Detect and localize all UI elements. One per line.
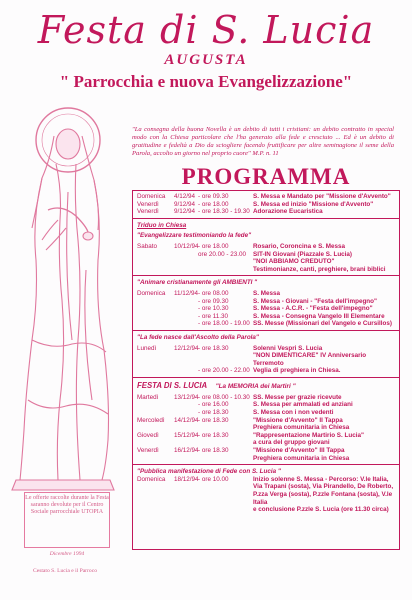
donation-note: Le offerte raccolte durante la Festa saranno devolute per il Centro Sociale parrocchiale UTOPIA [24,492,110,548]
event-day [137,305,174,313]
event-date [174,258,198,266]
event-date: 4/12/94 [174,193,196,200]
event-date [174,506,198,514]
schedule-row [137,298,396,306]
event-time: - ore 10.00 [198,475,229,483]
festa-subtitle: "La MEMORIA dei Martiri " [215,382,296,390]
event-date [174,298,198,306]
schedule-row [137,476,396,484]
event-description: S. Messa - Consegna Vangelo III Elementare [253,312,385,320]
schedule-row [137,447,396,455]
event-time: - ore 16.00 [198,401,229,409]
event-description: P.zza Verga (sosta), P.zzle Fontana (sosta), V.le Italia [253,491,393,506]
event-description: S. Messa [253,289,280,297]
event-date [174,251,198,259]
event-date [174,401,198,409]
divider [133,330,399,331]
schedule-block-3 [137,290,396,328]
event-time [198,455,253,463]
schedule-row [137,417,396,425]
event-date: 9/12/94 [174,200,196,208]
section-parola-title: "La fede nasce dall'Ascolto della Parola" [137,333,259,341]
event-date [174,305,198,313]
event-description: S. Messa e Mandato per "Missione d'Avvento" [253,193,391,200]
event-date: 12/12/94 [174,344,199,352]
event-time [198,439,253,447]
event-day [137,251,174,259]
event-date: 10/12/94 [174,242,199,250]
event-day: Lunedì [137,344,157,352]
page-title: Festa di S. Lucia [37,8,375,52]
event-description: Inizio solenne S. Messa - Percorso: V.le Italia, [253,475,389,483]
event-day: Venerdì [137,208,159,216]
event-description: "NOI ABBIAMO CREDUTO" [253,258,335,266]
event-date [174,483,198,491]
event-day: Venerdì [137,447,159,455]
event-date [174,367,198,375]
event-description: SS. Messe per grazie ricevute [253,393,342,401]
event-day: Domenica [137,475,166,483]
event-day [137,313,174,321]
event-time: - ore 18.30 [198,409,229,417]
event-time: - ore 08.00 - 10.30 [198,393,250,401]
event-time: - ore 18.30 [198,344,229,352]
event-day: Venerdì [137,200,159,208]
event-time: - ore 18.30 [198,447,229,455]
event-time [198,506,253,514]
schedule-row [137,352,396,367]
schedule-row [137,491,396,506]
schedule-block-4 [137,345,396,375]
event-day: Mercoledì [137,416,165,424]
event-time: ore 20.00 - 23.00 [198,250,246,258]
event-day [137,424,174,432]
event-date: 11/12/94 [174,289,199,297]
schedule-row [137,455,396,463]
schedule-row [137,401,396,409]
schedule-row [137,313,396,321]
schedule-row [137,193,396,201]
event-time: - ore 11.30 [198,312,228,320]
event-time: - ore 18.00 [198,200,229,208]
schedule-row [137,424,396,432]
schedule-row [137,394,396,402]
section-manifestazione-title: "Pubblica manifestazione di Fede con S. Lucia " [137,468,281,476]
event-time [198,424,253,432]
schedule-block-2 [137,243,396,273]
event-day [137,455,174,463]
saint-lucia-illustration [2,100,128,492]
event-description: Adorazione Eucaristica [253,208,323,216]
event-day: Domenica [137,289,166,297]
event-description: S. Messa con i non vedenti [253,409,334,417]
event-description: Preghiera comunitaria in Chiesa [253,424,350,432]
event-time [198,258,253,266]
event-day [137,401,174,409]
event-description: Preghiera comunitaria in Chiesa [253,454,350,462]
event-time: - ore 18.30 [198,416,229,424]
event-day: Sabato [137,242,157,250]
schedule-row [137,483,396,491]
event-description: Testimonianze, canti, preghiere, brani biblici [253,265,386,273]
event-date [174,455,198,463]
event-description: Rosario, Coroncina e S. Messa [253,242,346,250]
event-time [198,352,253,367]
event-day [137,352,174,367]
event-day [137,483,174,491]
schedule-row [137,208,396,216]
subtitle: " Parrocchia e nuova Evangelizzazione" [59,72,353,91]
schedule-block-6 [137,476,396,514]
credit-line: Cestato S. Lucia e il Parroco [32,568,97,574]
event-day [137,506,174,514]
event-description: S. Messa ed inizio "Missione d'Avvento" [253,200,374,208]
event-date: 16/12/94 [174,447,199,455]
divider [133,464,399,465]
triduo-title: Triduo in Chiesa [137,221,187,229]
event-date: 14/12/94 [174,416,199,424]
event-day [137,320,174,328]
schedule-block-5 [137,394,396,462]
event-date [174,266,198,274]
section-ambienti-title: "Animare cristianamente gli AMBIENTI " [137,279,258,287]
event-date: 13/12/94 [174,393,199,401]
event-time: - ore 08.00 [198,289,229,297]
schedule-row [137,251,396,259]
schedule-row [137,367,396,375]
event-date [174,352,198,367]
schedule-row [137,345,396,353]
divider [133,377,399,378]
divider [133,218,399,219]
schedule-block-1 [137,193,396,216]
event-time: - ore 09.30 [198,297,229,305]
event-time: - ore 10.30 [198,305,229,313]
schedule-row [137,201,396,209]
event-time: - ore 18.00 [198,242,229,250]
event-description: SS. Messe (Missionari del Vangelo e Cursillos) [253,320,392,328]
schedule-row [137,432,396,440]
event-date [174,491,198,506]
event-description: Veglia di preghiera in Chiesa. [253,367,341,375]
event-description: Via Trapani (sosta), Via Pirandello, De Roberto, [253,483,394,491]
event-description: Solenni Vespri S. Lucia [253,344,323,352]
event-time [198,491,253,506]
schedule-row [137,506,396,514]
event-day [137,298,174,306]
event-day [137,367,174,375]
quote-text: "La consegna della buona Novella è un debito di tutti i cristiani: un debito contratto in special modo con la Chiesa particolare che l'ha generato alla fede e cresciuto ... Ed è un debito di gratitudine e fedeltà a Dio da sciogliere facendo fruttificare per altre seminagione il seme della Parola, accolto un giorno nel proprio cuore" M.P. n. 11 [132,126,394,157]
event-date [174,409,198,417]
event-description: "Rappresentazione Martirio S. Lucia" [253,431,364,439]
event-day: Giovedì [137,431,159,439]
event-description: S. Messa per ammalati ed anziani [253,401,353,409]
schedule-row [137,305,396,313]
event-day [137,439,174,447]
event-description: e conclusione P.zzle S. Lucia (ore 11.30 circa) [253,506,389,514]
event-date [174,439,198,447]
schedule-row [137,258,396,266]
divider [133,275,399,276]
event-date [174,313,198,321]
schedule-row [137,409,396,417]
date-line: Dicembre 1994 [49,551,85,557]
event-time [198,266,253,274]
event-time: - ore 18.30 [198,431,229,439]
event-time: - ore 09.30 [198,193,229,200]
section-festa-title [137,381,396,391]
event-date: 15/12/94 [174,431,199,439]
schedule-row [137,243,396,251]
event-description: SIT-IN Giovani (Piazzale S. Lucia) [253,250,353,258]
event-date: 9/12/94 [174,208,196,216]
programma-heading: PROGRAMMA [181,164,351,189]
event-description: S. Messa - Giovani - "Festa dell'impegno" [253,297,377,305]
event-date [174,320,198,328]
event-description: "Missione d'Avvento" III Tappa [253,447,345,455]
event-time: - ore 20.00 - 22.00 [198,367,250,375]
event-day: Martedì [137,393,159,401]
event-day [137,409,174,417]
festa-title: FESTA DI S. LUCIA [137,380,207,390]
schedule-row [137,439,396,447]
schedule-row [137,290,396,298]
event-day [137,258,174,266]
schedule-row [137,266,396,274]
event-day [137,491,174,506]
event-time [198,483,253,491]
event-description: S. Messa - A.C.R. - "Festa dell'impegno" [253,305,373,313]
event-description: "NON DIMENTICARE" IV Anniversario Terremoto [253,352,367,367]
event-date [174,424,198,432]
event-time: - ore 18.30 - 19.30 [198,208,250,216]
event-date: 18/12/94 [174,475,199,483]
schedule-row [137,320,396,328]
event-time: - ore 18.00 - 19.00 [198,320,250,328]
program-box [132,190,400,550]
event-description: a cura del gruppo giovani [253,439,330,447]
triduo-subtitle: "Evangelizzare testimoniando la fede" [137,232,252,240]
event-description: "Missione d'Avvento" II Tappa [253,416,343,424]
city-name: AUGUSTA [164,52,248,68]
event-day [137,266,174,274]
event-day: Domenica [137,193,166,200]
